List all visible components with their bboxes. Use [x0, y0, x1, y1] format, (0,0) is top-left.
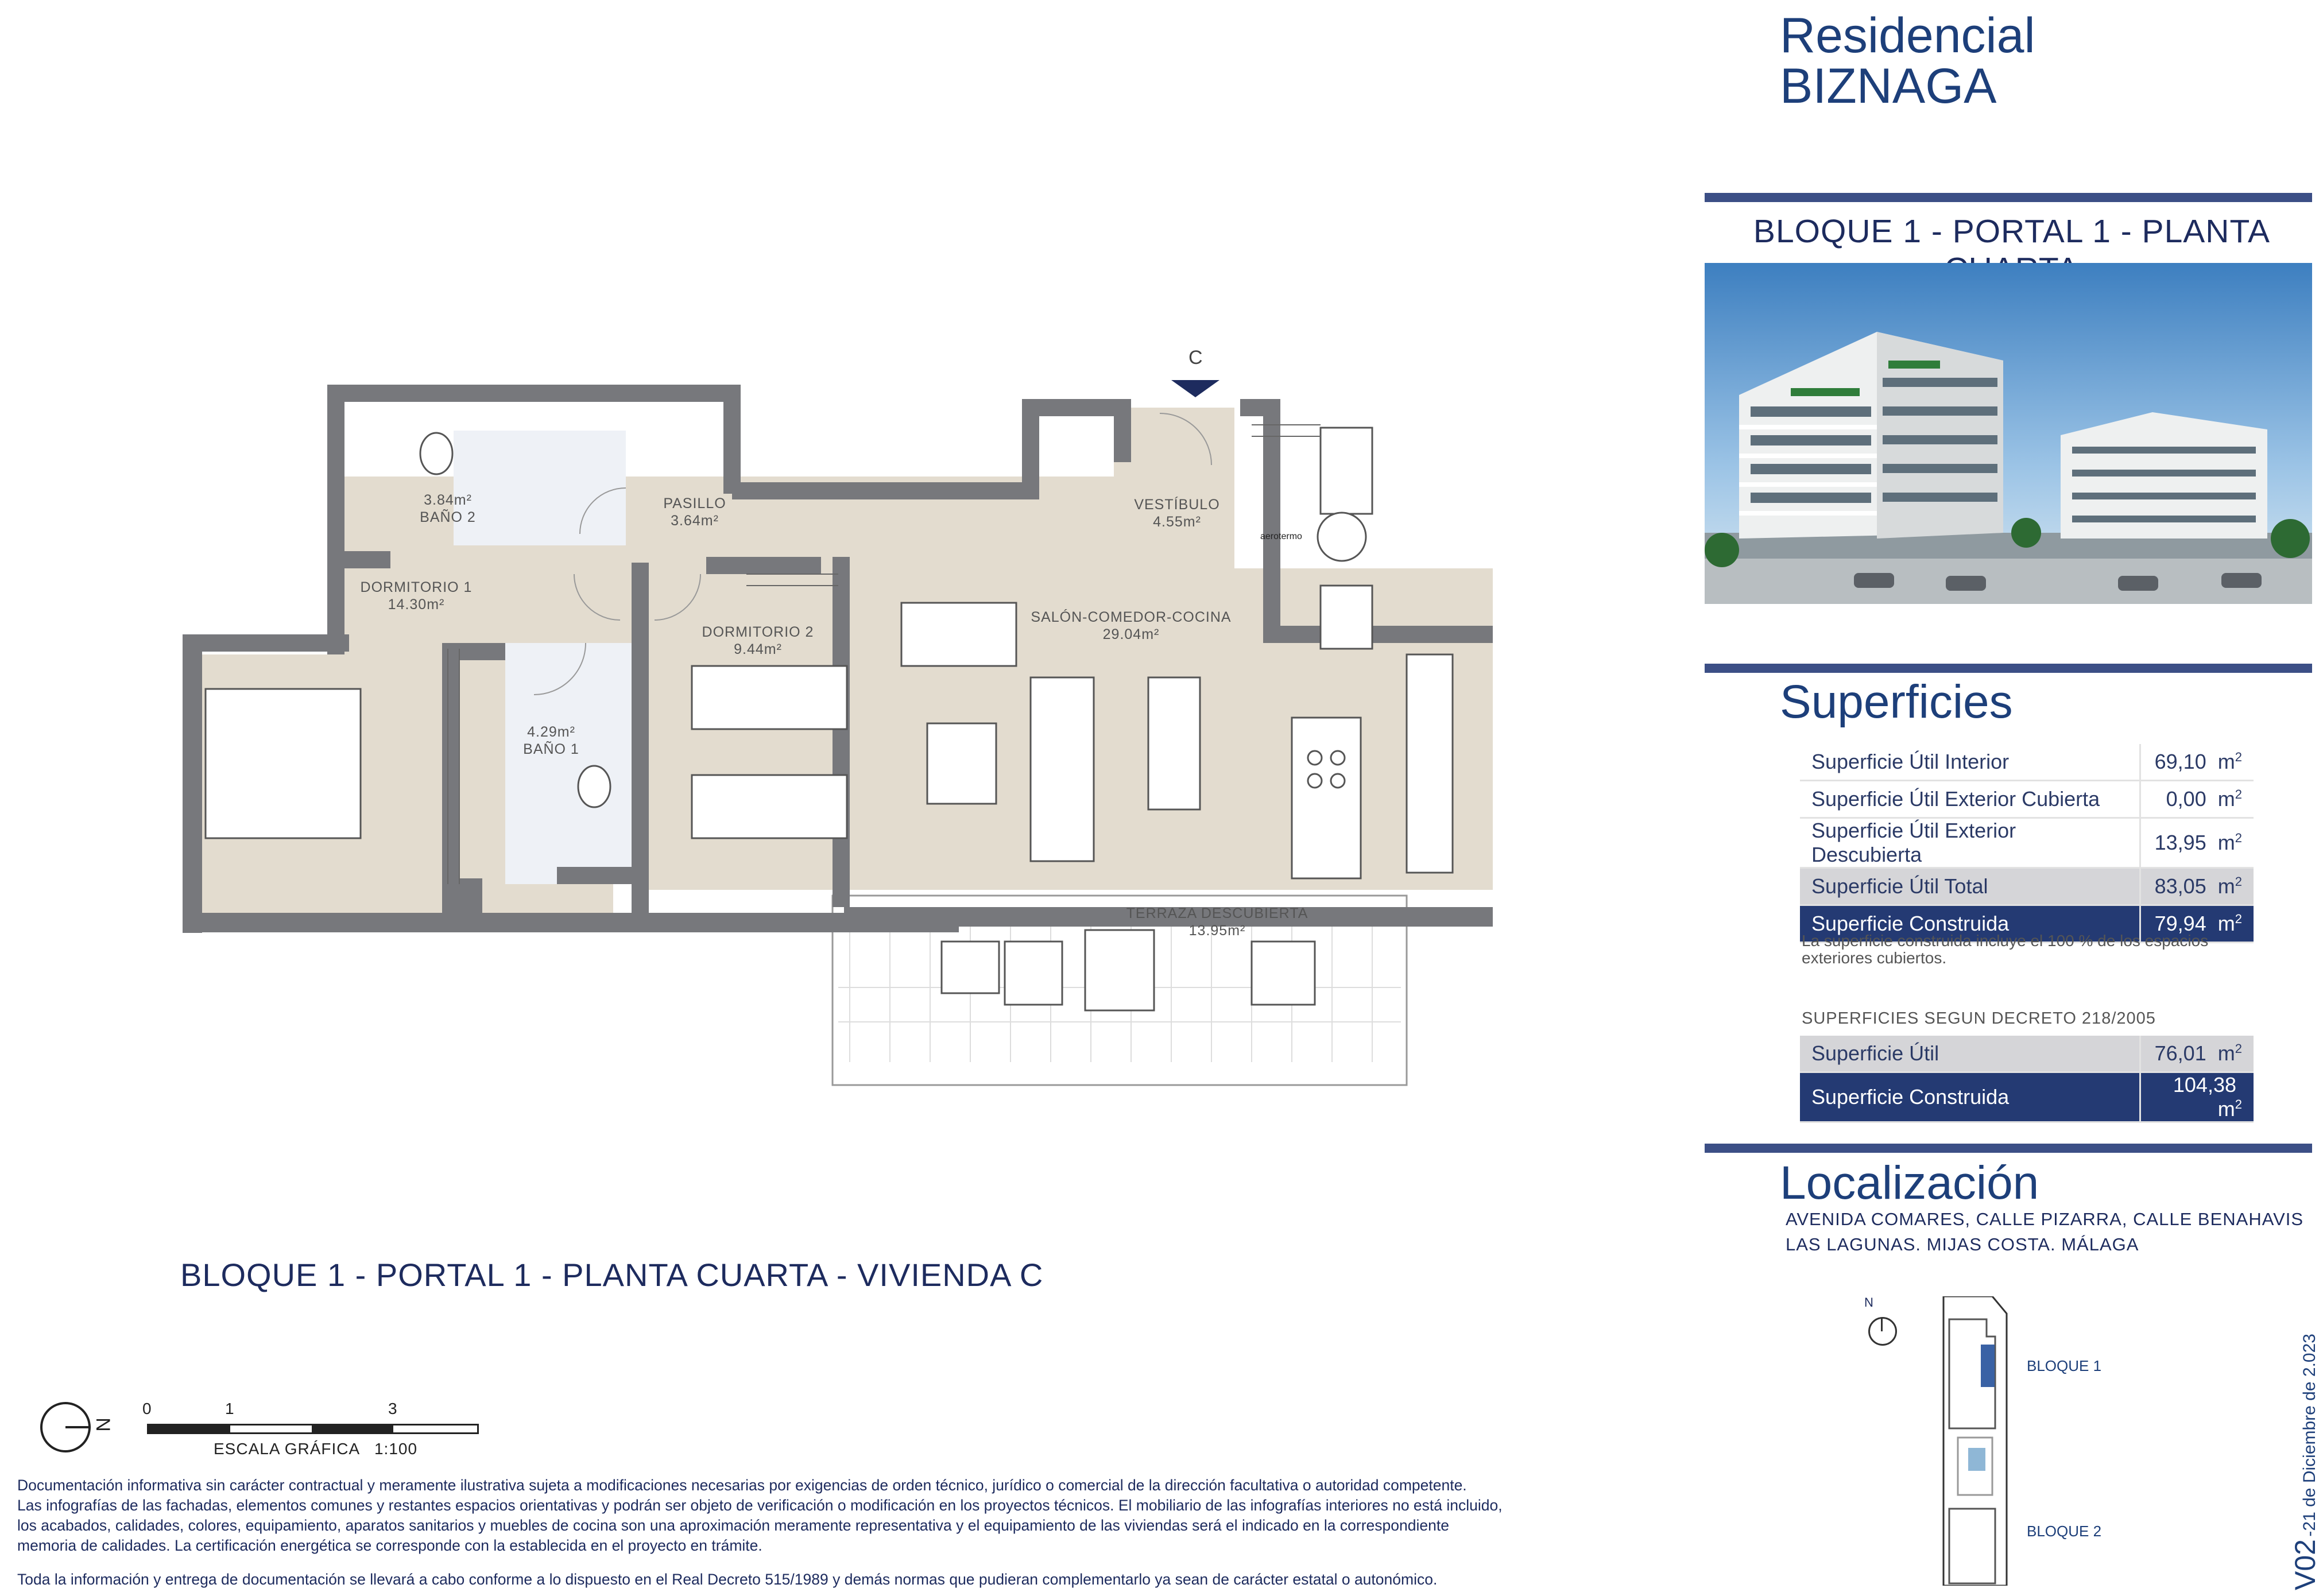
brand-line-1: Residencial	[1780, 8, 2035, 63]
surface-row	[1800, 744, 2254, 781]
surfaces-note: La superficie construida incluye el 100 % de los espacios exteriores cubiertos.	[1802, 932, 2209, 967]
location-address: AVENIDA COMARES, CALLE PIZARRA, CALLE BENAHAVIS	[1786, 1209, 2304, 1229]
decree-row	[1800, 1036, 2254, 1072]
decree-title: SUPERFICIES SEGUN DECRETO 218/2005	[1802, 1009, 2156, 1028]
room-label-pasillo: PASILLO 3.64m²	[663, 495, 726, 529]
decree-value: 76,01 $m^2$	[2140, 1036, 2254, 1072]
surfaces-table	[1800, 744, 2254, 943]
version-stamp	[2289, 1334, 2322, 1590]
decree-row	[1800, 1072, 2254, 1122]
unit-marker-label: C	[1188, 347, 1203, 369]
room-label-dormitorio1: DORMITORIO 1 14.30m²	[360, 579, 473, 613]
decree-table	[1800, 1036, 2254, 1123]
divider	[1705, 1144, 2312, 1153]
scale-bar	[147, 1424, 479, 1434]
room-label-bano1: 4.29m² BAÑO 1	[523, 724, 579, 757]
floor-plan	[172, 344, 1493, 1102]
divider	[1705, 193, 2312, 202]
building-render	[1705, 263, 2312, 604]
surfaces-title: Superficies	[1780, 676, 2013, 728]
unit-marker-arrow	[1171, 380, 1219, 397]
block-heading: BLOQUE 1 - PORTAL 1 - PLANTA	[1753, 213, 2271, 250]
disclaimer-line: Las infografías de las fachadas, elementos comunes y restantes espacios orientativas y podrán ser objeto de verificación o modificación en los proyectos técnicos. El mobiliario de las infografías interiores no está incluido,	[17, 1497, 1503, 1514]
legal-note: Toda la información y entrega de documentación se llevará a cabo conforme a lo dispuesto en el Real Decreto 515/1989 y demás normas que pudieran complementarlo ya sean de carácter estatal o autonómico.	[17, 1571, 1438, 1588]
room-label-salon: SALÓN-COMEDOR-COCINA 29.04m²	[1031, 609, 1232, 642]
location-city: LAS LAGUNAS. MIJAS COSTA. MÁLAGA	[1786, 1234, 2139, 1254]
site-map	[1941, 1296, 2010, 1586]
north-compass-icon	[40, 1402, 91, 1452]
plan-title: BLOQUE 1 - PORTAL 1 - PLANTA CUARTA - VIVIENDA C	[180, 1257, 1044, 1293]
aerotermo-label: aerotermo	[1260, 532, 1302, 541]
surface-label: Superficie Útil Exterior Cubierta	[1800, 781, 2140, 818]
surface-value: 83,05 $m^2$	[2140, 868, 2254, 905]
site-north-label: N	[1864, 1295, 1873, 1310]
disclaimer-line: memoria de calidades. La certificación energética se corresponde con la establecida en el proyecto en trámite.	[17, 1537, 762, 1554]
room-label-dormitorio2: DORMITORIO 2 9.44m²	[702, 624, 814, 657]
site-label-bloque2: BLOQUE 2	[2027, 1523, 2102, 1540]
location-title: Localización	[1780, 1157, 2039, 1209]
surface-row-total	[1800, 868, 2254, 905]
surface-label: Superficie Útil Exterior Descubierta	[1800, 818, 2140, 868]
disclaimer	[17, 1475, 1648, 1556]
room-label-vestibulo: VESTÍBULO 4.55m²	[1134, 497, 1220, 530]
version-code: V02	[2289, 1539, 2321, 1590]
compass-icon	[1868, 1317, 1897, 1346]
surface-value: 79,94 $m^2$	[2140, 905, 2254, 943]
surface-row	[1800, 818, 2254, 868]
site-label-bloque1: BLOQUE 1	[2027, 1357, 2102, 1374]
decree-value: 104,38 $m^2$	[2140, 1072, 2254, 1122]
scale-tick-1: 1	[225, 1400, 234, 1417]
surface-label: Superficie Útil Total	[1800, 868, 2140, 905]
decree-label: Superficie Construida	[1800, 1072, 2140, 1122]
brand-title	[1780, 8, 2035, 114]
decree-label: Superficie Útil	[1800, 1036, 2140, 1072]
version-date: -21 de Diciembre de 2.023	[2300, 1334, 2319, 1537]
surface-label: Superficie Útil Interior	[1800, 744, 2140, 781]
north-letter: N	[91, 1417, 114, 1432]
scale-label: ESCALA GRÁFICA 1:100	[214, 1440, 418, 1458]
disclaimer-line: los acabados, calidades, colores, equipamiento, aparatos sanitarios y muebles de cocina son una aproximación meramente representativa y el equipamiento de las viviendas será el indicado en la correspondiente	[17, 1517, 1449, 1534]
room-label-terraza: TERRAZA DESCUBIERTA 13.95m²	[1126, 905, 1308, 939]
surface-row	[1800, 781, 2254, 818]
divider	[1705, 664, 2312, 673]
scale-tick-0: 0	[142, 1400, 152, 1417]
surface-value: 13,95 $m^2$	[2140, 818, 2254, 868]
surface-value: 0,00 $m^2$	[2140, 781, 2254, 818]
brand-line-2: BIZNAGA	[1780, 59, 1997, 114]
surface-label: Superficie Construida	[1800, 905, 2140, 943]
room-label-bano2: 3.84m² BAÑO 2	[420, 492, 476, 525]
surface-value: 69,10 $m^2$	[2140, 744, 2254, 781]
scale-tick-3: 3	[388, 1400, 397, 1417]
disclaimer-line: Documentación informativa sin carácter contractual y meramente ilustrativa sujeta a modificaciones necesarias por exigencias de orden técnico, jurídico o comercial de la dirección facultativa o autoridad competente.	[17, 1477, 1467, 1494]
